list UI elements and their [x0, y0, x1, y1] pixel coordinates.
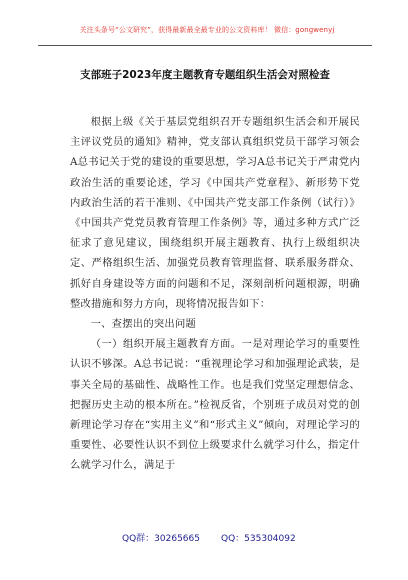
document-body [70, 112, 360, 476]
body-paragraph-intro: 根据上级《关于基层党组织召开专题组织生活会和开展民主评议党员的通知》精神，党支部认真组织党员干部学习领会A总书记关于党的建设的重要思想，学习A总书记关于严肃党内政治生活的重要论述，学习《中国共产党章程》、新形势下党内政治生活的若干准则、《中国共产党支部工作条例（试行）》《中国共产党党员教育管理工作条例》等，通过多种方式广泛征求了意见建议，围绕组织开展主题教育、执行上级组织决定、严格组织生活、加强党员教育管理监督、联系服务群众、抓好自身建设等方面的问题和不足，深刻剖析问题根源，明确整改措施和努力方向，现将情况报告如下： [70, 116, 360, 310]
footer-qq-group: QQ群：30265665 [122, 534, 200, 544]
footer-qq-number: QQ：535304092 [221, 534, 296, 544]
body-paragraph-theme-education: （一）组织开展主题教育方面。一是对理论学习的重要性认识不够深。A总书记说：“重视理论学习和加强理论武装，是事关全局的基础性、战略性工作。也是我们党坚定理想信念、把握历史主动的根本所在。”检视反省，个别班子成员对党的创新理论学习存在“实用主义”和“形式主义”倾向，对理论学习的重要性、必要性认识不到位上级要求什么就学习什么，指定什么就学习什么，满足于 [70, 338, 360, 472]
header-divider [38, 45, 372, 46]
header-banner: 关注头条号“公文研究”，获得最新最全最专业的公文资料库！ 微信：gongwenyj [79, 26, 335, 34]
document-title: 支部班子2023年度主题教育专题组织生活会对照检查 [80, 69, 330, 81]
section-heading: 一、查摆出的突出问题 [90, 318, 197, 331]
footer-contact [0, 531, 408, 543]
